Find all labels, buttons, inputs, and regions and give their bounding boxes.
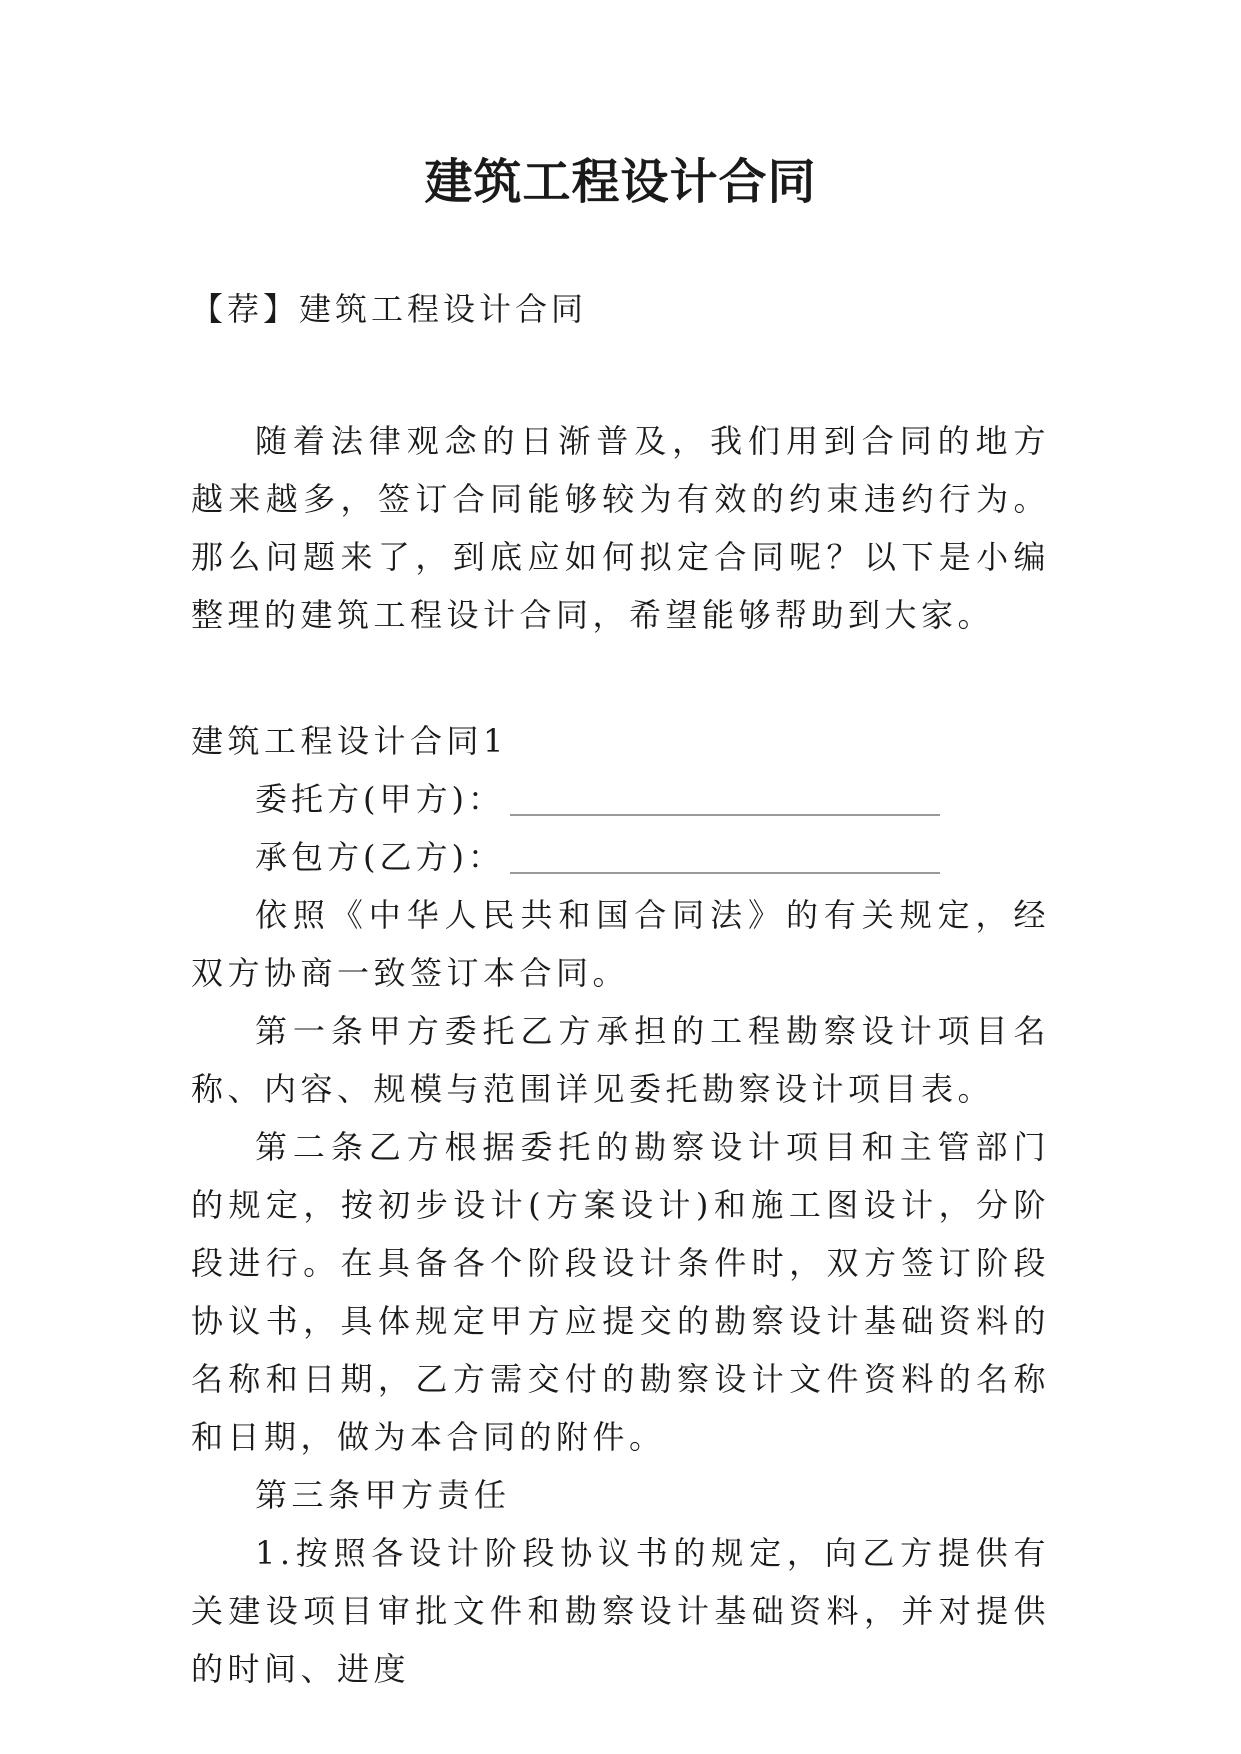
document-title: 建筑工程设计合同 xyxy=(424,154,817,210)
party-a-row xyxy=(191,770,1050,828)
document-body xyxy=(191,280,1050,1698)
contract-heading: 建筑工程设计合同1 xyxy=(191,722,508,760)
document-subtitle: 【荐】建筑工程设计合同 xyxy=(191,290,588,328)
clause-paragraph: 依照《中华人民共和国合同法》的有关规定，经双方协商一致签订本合同。 xyxy=(191,896,1050,992)
party-a-label: 委托方(甲方)： xyxy=(255,780,504,818)
clause-heading: 第三条甲方责任 xyxy=(255,1476,511,1514)
clause-paragraph: 第二条乙方根据委托的勘察设计项目和主管部门的规定，按初步设计(方案设计)和施工图设计，分阶段进行。在具备各个阶段设计条件时，双方签订阶段协议书，具体规定甲方应提交的勘察设计基础资料的名称和日期，乙方需交付的勘察设计文件资料的名称和日期，做为本合同的附件。 xyxy=(191,1128,1050,1456)
party-b-row xyxy=(191,828,1050,886)
intro-paragraph: 随着法律观念的日渐普及，我们用到合同的地方越来越多，签订合同能够较为有效的约束违约行为。那么问题来了，到底应如何拟定合同呢？以下是小编整理的建筑工程设计合同，希望能够帮助到大家。 xyxy=(191,422,1050,634)
party-b-label: 承包方(乙方)： xyxy=(255,838,504,876)
clause-paragraph: 第一条甲方委托乙方承担的工程勘察设计项目名称、内容、规模与范围详见委托勘察设计项目表。 xyxy=(191,1012,1050,1108)
party-a-blank-line xyxy=(510,814,940,816)
party-b-blank-line xyxy=(510,872,940,874)
clause-paragraph: 1.按照各设计阶段协议书的规定，向乙方提供有关建设项目审批文件和勘察设计基础资料，并对提供的时间、进度 xyxy=(191,1534,1050,1688)
